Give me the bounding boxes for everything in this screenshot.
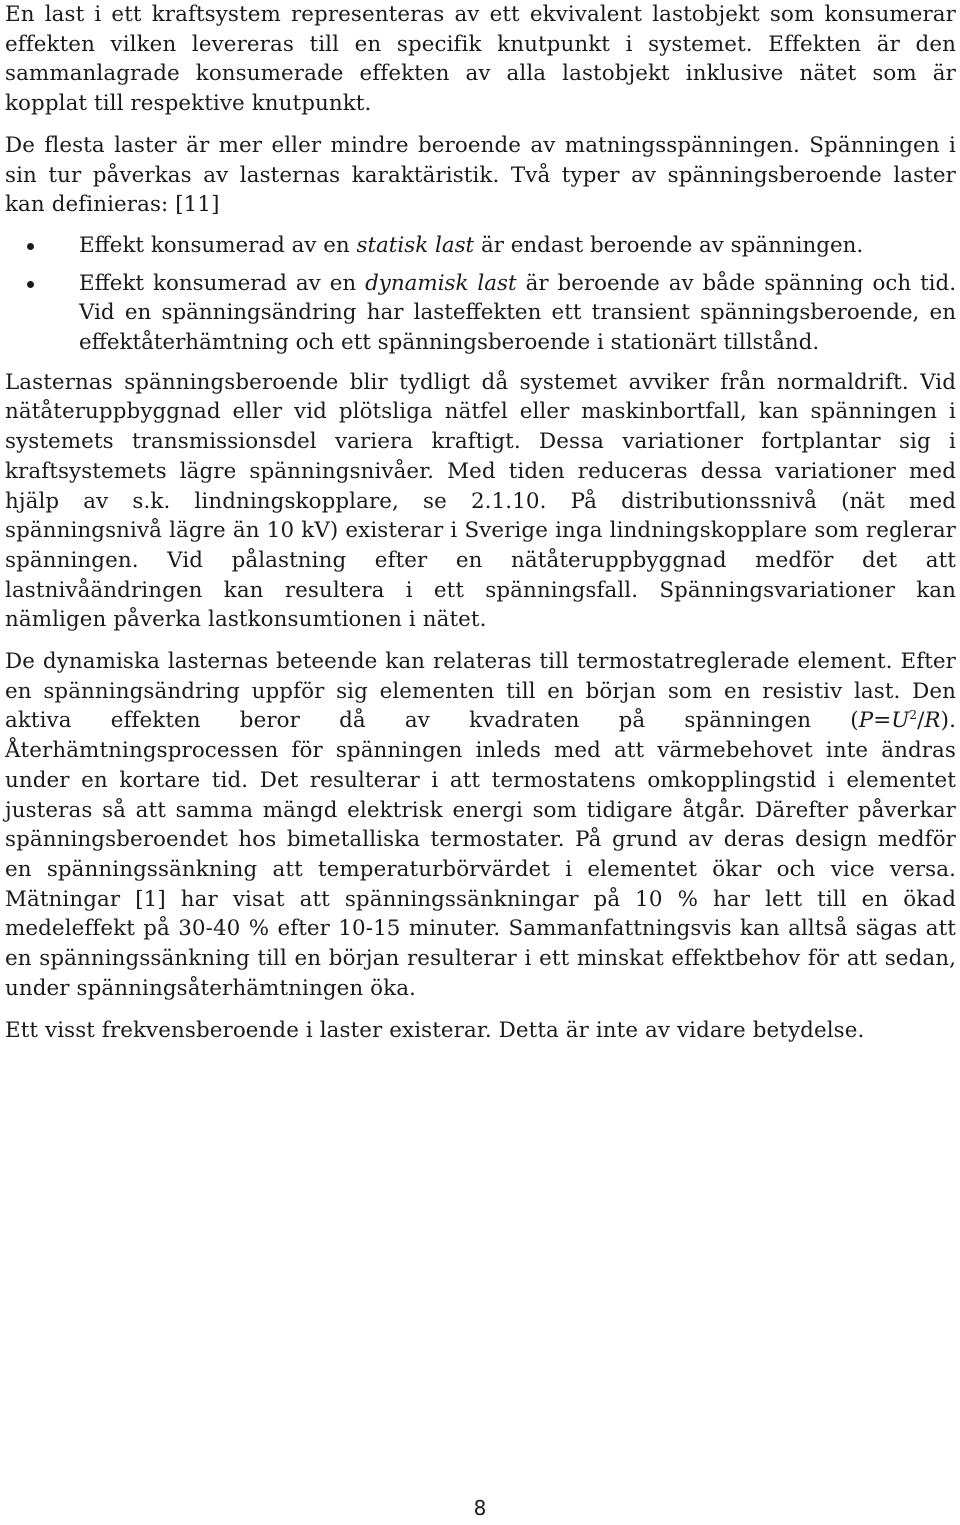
formula-p: P bbox=[858, 708, 874, 734]
formula-slash: / bbox=[917, 708, 925, 734]
paragraph-frequency-dependence: Ett visst frekvensberoende i laster existerar. Detta är inte av vidare betydelse. bbox=[5, 1017, 865, 1043]
paragraph-load-definition: En last i ett kraftsystem representeras av ett ekvivalent lastobjekt som konsumerar effekten vilken levereras till en specifik knutpunkt i systemet. Effekten är den sammanlagrade konsumerade effekten av alla lastobjekt inklusive nätet som är kopplat till respektive knutpunkt. bbox=[5, 2, 956, 117]
formula-r: R bbox=[924, 708, 941, 734]
list-item-dynamic-load bbox=[5, 269, 956, 358]
paragraph-load-voltage-behaviour: Lasternas spänningsberoende blir tydligt då systemet avviker från normaldrift. Vid nätåteruppbyggnad eller vid plötsliga nätfel eller maskinbortfall, kan spänningen i systemets transmissionsdel variera kraftigt. Dessa variationer fortplantar sig i kraftsystemets lägre spänningsnivåer. Med tiden reduceras dessa variationer med hjälp av s.k. lindningskopplare, se 2.1.10. På distributionssnivå (nät med spänningsnivå lägre än 10 kV) existerar i Sverige inga lindningskopplare som reglerar spänningen. Vid pålastning efter en nätåteruppbyggnad medför det att lastnivåändringen kan resultera i ett spänningsfall. Spänningsvariationer kan nämligen påverka lastkonsumtionen i nätet. bbox=[5, 369, 956, 633]
page-number: 8 bbox=[473, 1496, 487, 1520]
static-load-term: statisk last bbox=[356, 232, 475, 258]
dynamic-loads-text-part1: De dynamiska lasternas beteende kan relateras till termostatreglerade element. Efter en spänningsändring uppför sig elementen till en början som en resistiv last. Den aktiva effekten beror då av kvadraten på spänningen ( bbox=[5, 649, 956, 734]
static-load-text-before: Effekt konsumerad av en bbox=[79, 232, 357, 258]
dynamic-load-text-before: Effekt konsumerad av en bbox=[79, 270, 366, 296]
load-types-list bbox=[5, 231, 956, 358]
list-item-static-load bbox=[5, 231, 956, 261]
formula-u: U bbox=[891, 708, 910, 734]
paragraph-voltage-dependence: De flesta laster är mer eller mindre beroende av matningsspänningen. Spänningen i sin tur påverkas av lasternas karaktäristik. Två typer av spänningsberoende laster kan definieras: [11] bbox=[5, 132, 956, 218]
static-load-text-after: är endast beroende av spänningen. bbox=[474, 232, 864, 258]
dynamic-load-text-after: är beroende av både spänning och tid. Vid en spänningsändring har lasteffekten ett transient spänningsberoende, en effektåterhämtning och ett spänningsberoende i stationärt tillstånd. bbox=[79, 270, 956, 356]
bullet-icon bbox=[27, 243, 34, 250]
document-page bbox=[5, 0, 956, 1045]
dynamic-load-term: dynamisk last bbox=[365, 270, 517, 296]
formula-equals: = bbox=[873, 708, 892, 734]
formula-exponent: 2 bbox=[909, 708, 918, 723]
paragraph-dynamic-loads bbox=[5, 647, 956, 1003]
dynamic-loads-text-part2: ). Återhämtningsprocessen för spänningen inleds med att värmebehovet inte ändras under en kortare tid. Det resulterar i att termostatens omkopplingstid i elementet justeras så att samma mängd elektrisk energi som tidigare åtgår. Därefter påverkar spänningsberoendet hos bimetalliska termostater. På grund av deras design medför en spänningssänkning att temperaturbörvärdet i elementet ökar och vice versa. Mätningar [1] har visat att spänningssänkningar på 10 % har lett till en ökad medeleffekt på 30-40 % efter 10-15 minuter. Sammanfattningsvis kan alltså sägas att en spänningssänkning till en början resulterar i ett minskat effektbehov för att sedan, under spänningsåterhämtningen öka. bbox=[5, 708, 956, 1001]
bullet-icon bbox=[27, 281, 34, 288]
